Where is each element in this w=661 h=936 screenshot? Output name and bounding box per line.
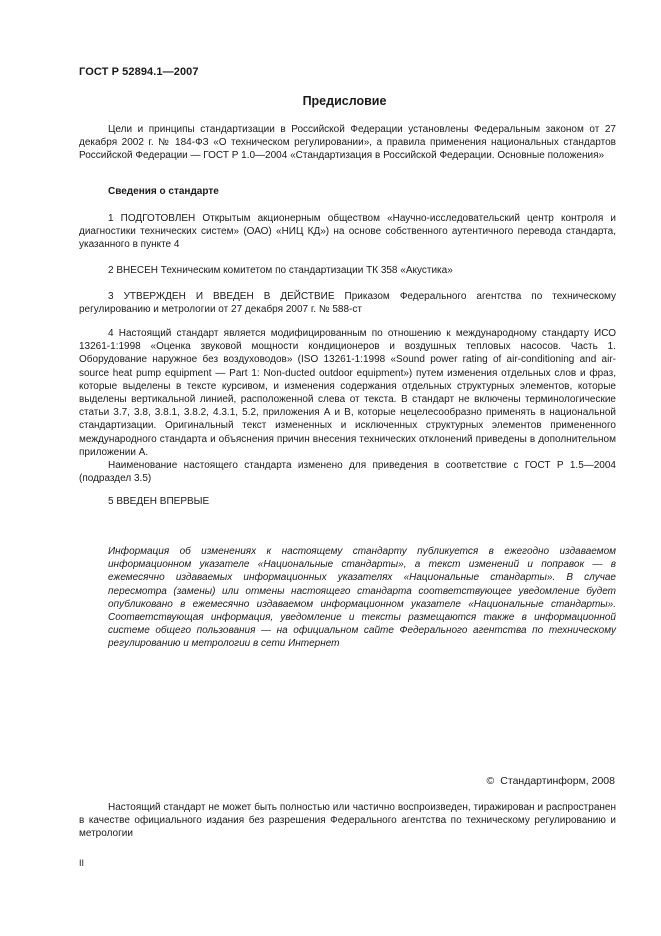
item-4: 4 Настоящий стандарт является модифицированным по отношению к международному стандарту ИСО 13261-1:1998 «Оценка звуковой мощности кондиционеров и воздушных тепловых насосов. Часть 1. Оборудование наружное без воздуховодов» (ISO 13261-1:1998 «Sound power rating of air-conditioning and air-source heat pump equipment — Part 1: Non-ducted outdoor equipment») путем изменения отдельных слов и фраз, которые выделены в тексте курсивом, и изменения содержания отдельных структурных элементов, которые выделены вертикальной линией, расположенной слева от текста. В стандарт не включены терминологические статьи 3.7, 3.8, 3.8.1, 3.8.2, 4.3.1, 5.2, приложения А и В, которые нецелесообразно применять в национальной стандартизации. Оригинальный текст измененных и исключенных структурных элементов примененного международного стандарта и объяснения причин внесения технических отклонений приведены в дополнительном приложении А. [79,328,616,458]
intro-paragraph-block [79,123,616,163]
info-notice-block [108,545,616,651]
item-4-note: Наименование настоящего стандарта изменено для приведения в соответствие с ГОСТ Р 1.5—2004 (подраздел 3.5) [79,460,616,485]
page-title: Предисловие [302,94,387,108]
copyright [487,775,615,787]
standard-number: ГОСТ Р 52894.1—2007 [79,66,199,78]
intro-paragraph: Цели и принципы стандартизации в Российской Федерации установлены Федеральным законом от 27 декабря 2002 г. № 184-ФЗ «О техническом регулировании», а правила применения национальных стандартов Российской Федерации — ГОСТ Р 1.0—2004 «Стандартизация в Российской Федерации. Основные положения» [79,124,616,162]
section-heading: Сведения о стандарте [108,186,219,197]
info-notice: Информация об изменениях к настоящему стандарту публикуется в ежегодно издаваемом информационном указателе «Национальные стандарты», а текст изменений и поправок — в ежемесячно издаваемых информационных указателях «Национальные стандарты». В случае пересмотра (замены) или отмены настоящего стандарта соответствующее уведомление будет опубликовано в ежемесячно издаваемом информационном указателе «Национальные стандарты». Соответствующая информация, уведомление и тексты размещаются также в информационной системе общего пользования — на официальном сайте Федерального агентства по техническому регулированию и метрологии в сети Интернет [108,546,616,650]
copyright-symbol: © [486,775,495,787]
item-5: 5 ВВЕДЕН ВПЕРВЫЕ [108,496,210,507]
item-5-block [79,495,616,508]
copyright-text: Стандартинформ, 2008 [500,775,615,787]
footer-notice: Настоящий стандарт не может быть полностью или частично воспроизведен, тиражирован и распространен в качестве официального издания без разрешения Федерального агентства по техническому регулированию и метрологии [79,802,616,840]
item-2-block [79,264,616,277]
item-4-block [79,327,616,485]
footer-notice-block [79,801,616,841]
item-3-block [79,290,616,316]
item-1-block [79,212,616,252]
item-2: 2 ВНЕСЕН Техническим комитетом по стандартизации ТК 358 «Акустика» [108,265,453,276]
page-number: II [79,858,85,868]
item-1: 1 ПОДГОТОВЛЕН Открытым акционерным обществом «Научно-исследовательский центр контроля и диагностики технических систем» (ОАО) «НИЦ КД») на основе собственного аутентичного перевода стандарта, указанного в пункте 4 [79,213,616,251]
item-3: 3 УТВЕРЖДЕН И ВВЕДЕН В ДЕЙСТВИЕ Приказом Федерального агентства по техническому регулированию и метрологии от 27 декабря 2007 г. № 588-ст [79,291,616,316]
